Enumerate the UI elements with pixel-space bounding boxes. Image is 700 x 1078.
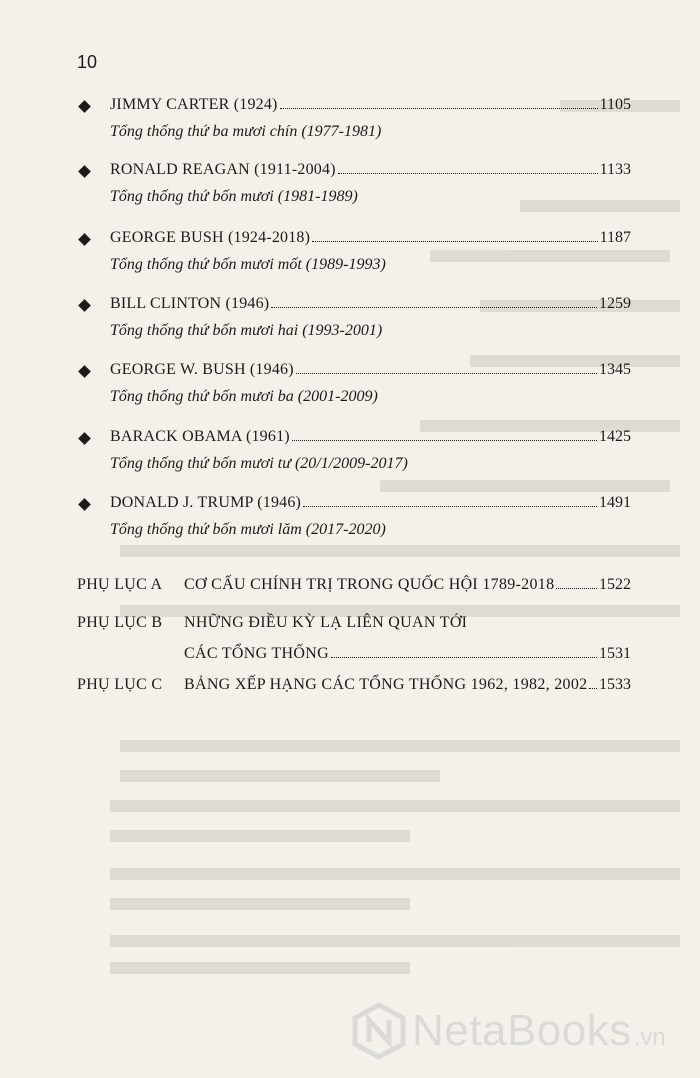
bleed-line — [110, 898, 410, 910]
leader-dots — [589, 687, 597, 689]
entry-name: JIMMY CARTER (1924) — [110, 96, 278, 113]
entry-page: 1133 — [599, 161, 631, 178]
watermark-brand: NetaBooks — [412, 1006, 632, 1055]
entry-name: GEORGE W. BUSH (1946) — [110, 361, 294, 378]
leader-dots — [296, 372, 597, 374]
bleed-line — [110, 830, 410, 842]
appendix-page: 1533 — [599, 676, 631, 693]
appendix-label: PHỤ LỤC C — [77, 676, 163, 693]
appendix-label: PHỤ LỤC B — [77, 614, 163, 631]
leader-dots — [556, 587, 597, 589]
entry-name: BARACK OBAMA (1961) — [110, 428, 290, 445]
leader-dots — [280, 107, 598, 109]
page-number: 10 — [77, 52, 98, 72]
watermark — [350, 998, 690, 1064]
toc-entry[interactable] — [86, 494, 631, 539]
toc-entry[interactable] — [86, 428, 631, 473]
appendix-title: NHỮNG ĐIỀU KỲ LẠ LIÊN QUAN TỚI — [184, 614, 468, 631]
leader-dots — [292, 439, 597, 441]
diamond-bullet-icon — [78, 165, 91, 178]
entry-page: 1425 — [599, 428, 631, 445]
diamond-bullet-icon — [78, 498, 91, 511]
appendix-title: BẢNG XẾP HẠNG CÁC TỔNG THỐNG 1962, 1982, 2002 — [184, 676, 588, 693]
entry-page: 1187 — [599, 229, 631, 246]
entry-subtitle: Tổng thống thứ bốn mươi mốt (1989-1993) — [110, 256, 386, 273]
appendix-page: 1522 — [599, 576, 631, 593]
leader-dots — [338, 172, 598, 174]
appendix-b[interactable] — [77, 614, 631, 670]
bleed-line — [380, 480, 670, 492]
toc-entry[interactable] — [86, 229, 631, 274]
bleed-line — [120, 770, 440, 782]
appendix-title-cont: CÁC TỔNG THỐNG — [184, 645, 329, 662]
entry-name: BILL CLINTON (1946) — [110, 295, 270, 312]
entry-name: GEORGE BUSH (1924-2018) — [110, 229, 311, 246]
diamond-bullet-icon — [78, 233, 91, 246]
appendix-a[interactable] — [77, 576, 631, 601]
watermark-tld: .vn — [633, 1024, 666, 1051]
diamond-bullet-icon — [78, 365, 91, 378]
appendix-label: PHỤ LỤC A — [77, 576, 163, 593]
leader-dots — [271, 306, 597, 308]
bleed-line — [110, 935, 680, 947]
entry-name: DONALD J. TRUMP (1946) — [110, 494, 302, 511]
bleed-line — [110, 962, 410, 974]
diamond-bullet-icon — [78, 100, 91, 113]
entry-subtitle: Tổng thống thứ bốn mươi (1981-1989) — [110, 188, 358, 205]
entry-subtitle: Tổng thống thứ ba mươi chín (1977-1981) — [110, 123, 382, 140]
entry-subtitle: Tổng thống thứ bốn mươi tư (20/1/2009-2017) — [110, 455, 408, 472]
toc-entry[interactable] — [86, 96, 631, 141]
leader-dots — [331, 656, 597, 658]
toc-entry[interactable] — [86, 295, 631, 340]
diamond-bullet-icon — [78, 299, 91, 312]
leader-dots — [303, 505, 597, 507]
entry-page: 1491 — [599, 494, 631, 511]
entry-page: 1105 — [599, 96, 631, 113]
entry-name: RONALD REAGAN (1911-2004) — [110, 161, 336, 178]
entry-subtitle: Tổng thống thứ bốn mươi lăm (2017-2020) — [110, 521, 386, 538]
toc-entry[interactable] — [86, 361, 631, 406]
appendix-c[interactable] — [77, 676, 631, 701]
entry-subtitle: Tổng thống thứ bốn mươi ba (2001-2009) — [110, 388, 378, 405]
entry-subtitle: Tổng thống thứ bốn mươi hai (1993-2001) — [110, 322, 383, 339]
leader-dots — [312, 240, 597, 242]
entry-page: 1259 — [599, 295, 631, 312]
toc-entry[interactable] — [86, 161, 631, 206]
entry-page: 1345 — [599, 361, 631, 378]
bleed-line — [110, 800, 680, 812]
bleed-line — [120, 740, 680, 752]
diamond-bullet-icon — [78, 432, 91, 445]
bleed-line — [110, 868, 680, 880]
netabooks-logo-icon — [350, 1002, 408, 1060]
appendix-page: 1531 — [599, 645, 631, 662]
appendix-title: CƠ CẤU CHÍNH TRỊ TRONG QUỐC HỘI 1789-2018 — [184, 576, 555, 593]
bleed-line — [120, 545, 680, 557]
